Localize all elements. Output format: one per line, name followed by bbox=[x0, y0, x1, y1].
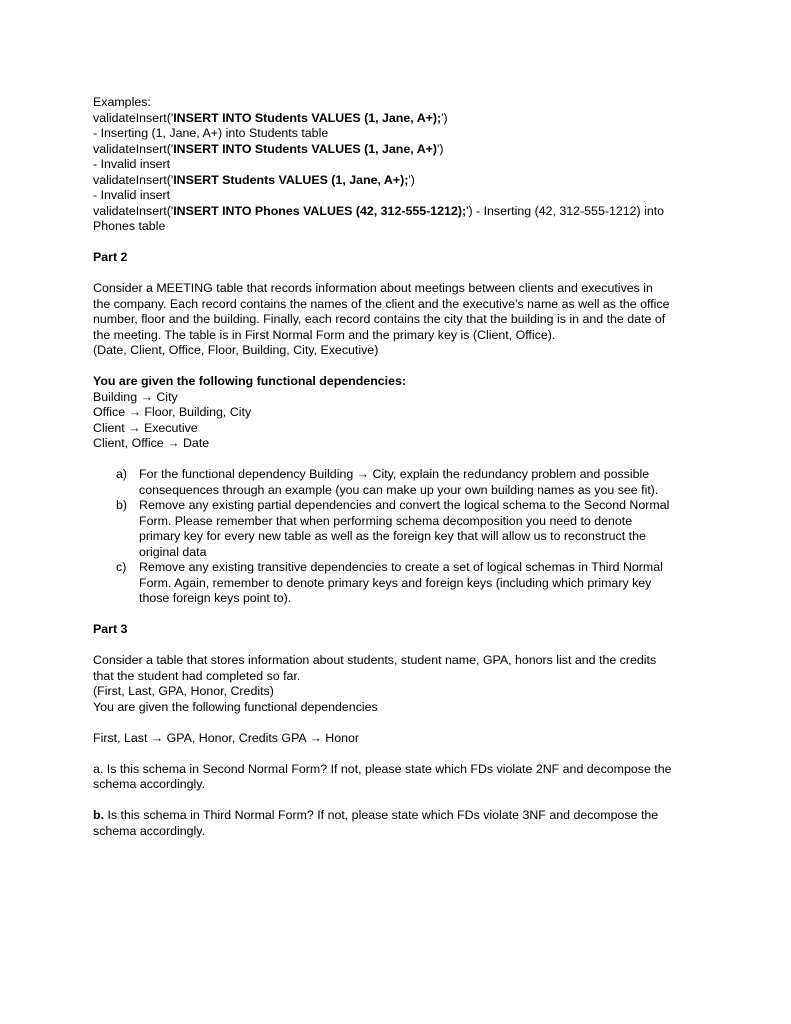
part-2-question-list bbox=[116, 467, 703, 607]
example-1-sql: INSERT INTO Students VALUES (1, Jane, A+); bbox=[173, 110, 442, 125]
question-marker: c) bbox=[116, 560, 127, 574]
part-2-fd-item: Client → Executive bbox=[93, 420, 198, 435]
part-3-question-b: b. Is this schema in Third Normal Form? If not, please state which FDs violate 3NF and decompose the bbox=[93, 808, 659, 822]
examples-heading: Examples: bbox=[93, 95, 151, 109]
part-2-fd-item: Building → City bbox=[93, 389, 178, 404]
example-3-result: - Invalid insert bbox=[93, 188, 171, 202]
part-2-intro-line: the company. Each record contains the names of the client and the executive’s name as well as the office bbox=[93, 296, 670, 311]
examples-section bbox=[93, 95, 703, 235]
example-3-sql: INSERT Students VALUES (1, Jane, A+); bbox=[173, 172, 409, 187]
part-3-intro-line: Consider a table that stores information about students, student name, GPA, honors list and the credits bbox=[93, 653, 657, 667]
part-3-intro-line: that the student had completed so far. bbox=[93, 668, 301, 683]
example-4-call: validateInsert('INSERT INTO Phones VALUES (42, 312-555-1212);') - Inserting (42, 312-555-1212) into bbox=[93, 203, 665, 218]
part-2-question-a: a) For the functional dependency Building → City, explain the redundancy problem and possible consequences through an example (you can make up your own building names as you see fit). bbox=[116, 467, 659, 497]
part-2-fd-heading: You are given the following functional dependencies: bbox=[93, 374, 407, 388]
example-3-call: validateInsert('INSERT Students VALUES (1, Jane, A+);') bbox=[93, 172, 415, 187]
part-2-heading: Part 2 bbox=[93, 250, 128, 264]
part-2-question-c: c) Remove any existing transitive dependencies to create a set of logical schemas in Third Normal Form. Again, remember to denote primary keys and foreign keys (including which primary key those foreign keys point to). bbox=[116, 560, 663, 605]
example-2-sql: INSERT INTO Students VALUES (1, Jane, A+) bbox=[173, 141, 438, 156]
part-2-fd-item: Office → Floor, Building, City bbox=[93, 405, 252, 419]
example-4-sql: INSERT INTO Phones VALUES (42, 312-555-1212); bbox=[173, 203, 467, 218]
example-2-call: validateInsert('INSERT INTO Students VALUES (1, Jane, A+)') bbox=[93, 141, 444, 156]
part-2-intro-line: number, floor and the building. Finally, each record contains the city that the building is in and the date of bbox=[93, 312, 666, 326]
part-3-heading: Part 3 bbox=[93, 622, 128, 636]
part-2-question-b: b) Remove any existing partial dependencies and convert the logical schema to the Second Normal Form. Please remember that when performing schema decomposition you need to denote primary key for every new table as well as the foreign key that will allow us to reconstruct the original data bbox=[116, 498, 670, 559]
part-3-question-b-cont: schema accordingly. bbox=[93, 823, 206, 838]
part-3-question-a: a. Is this schema in Second Normal Form? If not, please state which FDs violate 2NF and decompose the bbox=[93, 761, 672, 776]
part-2-intro-line: Consider a MEETING table that records information about meetings between clients and executives in bbox=[93, 281, 653, 295]
part-3-section bbox=[93, 622, 703, 839]
part-2-schema-line: (Date, Client, Office, Floor, Building, City, Executive) bbox=[93, 343, 379, 357]
part-2-section bbox=[93, 250, 703, 607]
example-1-result: - Inserting (1, Jane, A+) into Students table bbox=[93, 126, 329, 140]
part-3-question-a-cont: schema accordingly. bbox=[93, 777, 206, 791]
example-2-result: - Invalid insert bbox=[93, 157, 171, 171]
part-3-schema-line: (First, Last, GPA, Honor, Credits) bbox=[93, 684, 274, 698]
question-marker: b. bbox=[93, 808, 105, 822]
question-marker: a. bbox=[93, 761, 104, 776]
part-3-fd-intro: You are given the following functional dependencies bbox=[93, 699, 378, 714]
part-2-intro-line: the meeting. The table is in First Normal Form and the primary key is (Client, Office). bbox=[93, 327, 556, 342]
part-2-fd-item: Client, Office → Date bbox=[93, 436, 210, 450]
document-page bbox=[93, 95, 703, 839]
question-marker: a) bbox=[116, 467, 128, 481]
example-1-call: validateInsert('INSERT INTO Students VALUES (1, Jane, A+);') bbox=[93, 110, 448, 125]
question-marker: b) bbox=[116, 498, 128, 512]
example-4-result-cont: Phones table bbox=[93, 219, 166, 233]
part-3-fd-line: First, Last → GPA, Honor, Credits GPA → Honor bbox=[93, 730, 360, 745]
